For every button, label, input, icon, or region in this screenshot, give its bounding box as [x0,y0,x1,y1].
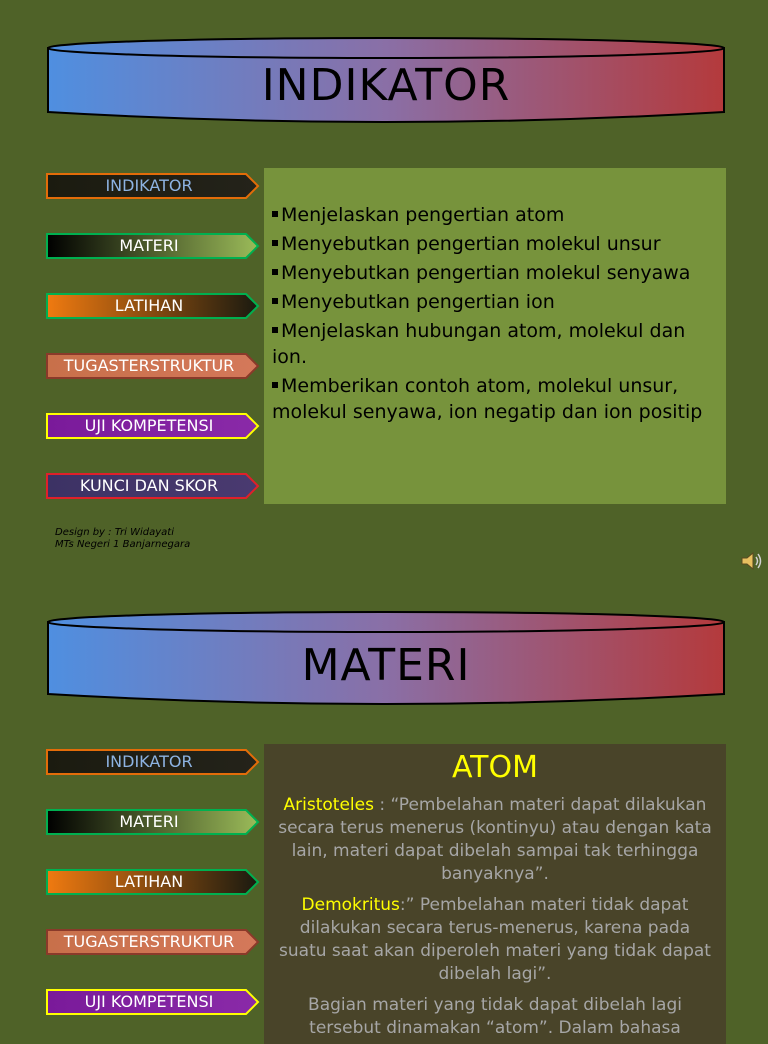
title-banner [44,606,728,706]
name-aristoteles: Aristoteles [283,795,374,815]
page-title: INDIKATOR [261,60,511,111]
list-item: Memberikan contoh atom, molekul unsur, molekul senyawa, ion negatip dan ion positip [272,375,703,423]
title-banner [44,32,728,132]
nav-uji-label: UJI KOMPETENSI [84,416,214,435]
indikator-list [272,202,716,425]
nav-kunci-skor-button[interactable] [46,473,260,499]
nav-tugas-terstruktur-button[interactable] [46,922,260,962]
indikator-panel [264,168,726,504]
nav-tugas-label-line2: TERSTRUKTUR [118,932,235,951]
text-aristoteles: : “Pembelahan materi dapat dilakukan secara terus menerus (kontinyu) atau dengan kata lain, materi dapat dibelah sampai tak terhingga banyaknya”. [278,795,712,884]
list-item: Menyebutkan pengertian molekul unsur [272,231,716,257]
materi-panel [264,744,726,1044]
paragraph-demokritus [278,894,712,986]
nav-latihan-button[interactable] [46,869,260,895]
bullet-square-icon [272,298,278,304]
nav-kunci-label: KUNCI DAN SKOR [79,476,219,495]
list-item: Menjelaskan pengertian atom [272,202,716,228]
credit-school: MTs Negeri 1 Banjarnegara [55,539,191,550]
nav-tugas-label [46,346,252,386]
list-item: Menyebutkan pengertian molekul senyawa [272,260,716,286]
list-item: Menjelaskan hubungan atom, molekul dan ion. [272,320,686,368]
text-demokritus: :” Pembelahan materi tidak dapat dilakukan secara terus-menerus, karena pada suatu saat akan diperoleh materi yang tidak dapat dibelah lagi”. [279,895,711,984]
bullet-square-icon [272,240,278,246]
nav-indikator-button[interactable] [46,173,260,199]
page-title: MATERI [301,640,471,691]
paragraph-atom-definition: Bagian materi yang tidak dapat dibelah lagi tersebut dinamakan “atom”. Dalam bahasa [308,995,682,1038]
nav-tugas-label [46,922,252,962]
nav-uji-kompetensi-button[interactable] [46,413,260,439]
nav-latihan-label: LATIHAN [114,872,184,891]
nav-materi-button[interactable] [46,233,260,259]
section-heading: ATOM [451,750,538,785]
nav-latihan-label: LATIHAN [114,296,184,315]
nav-indikator-label: INDIKATOR [105,176,193,195]
speaker-icon[interactable] [740,550,764,576]
bullet-square-icon [272,327,278,333]
nav-latihan-button[interactable] [46,293,260,319]
design-credit [55,527,190,551]
nav-materi-label: MATERI [119,812,179,831]
credit-designer: Design by : Tri Widayati [55,527,174,538]
name-demokritus: Demokritus [301,895,400,915]
nav-tugas-label-line2: TERSTRUKTUR [118,356,235,375]
nav-uji-kompetensi-button[interactable] [46,989,260,1015]
nav-indikator-button[interactable] [46,749,260,775]
list-item: Menyebutkan pengertian ion [272,289,716,315]
slide-materi [0,592,768,1038]
nav-uji-label: UJI KOMPETENSI [84,992,214,1011]
bullet-square-icon [272,382,278,388]
bullet-square-icon [272,269,278,275]
nav-indikator-label: INDIKATOR [105,752,193,771]
nav-tugas-terstruktur-button[interactable] [46,346,260,386]
bullet-square-icon [272,211,278,217]
nav-tugas-label-line1: TUGAS [63,932,119,951]
nav-tugas-label-line1: TUGAS [63,356,119,375]
nav-materi-label: MATERI [119,236,179,255]
nav-materi-button[interactable] [46,809,260,835]
paragraph-aristoteles [278,794,712,886]
slide-divider [0,576,768,592]
